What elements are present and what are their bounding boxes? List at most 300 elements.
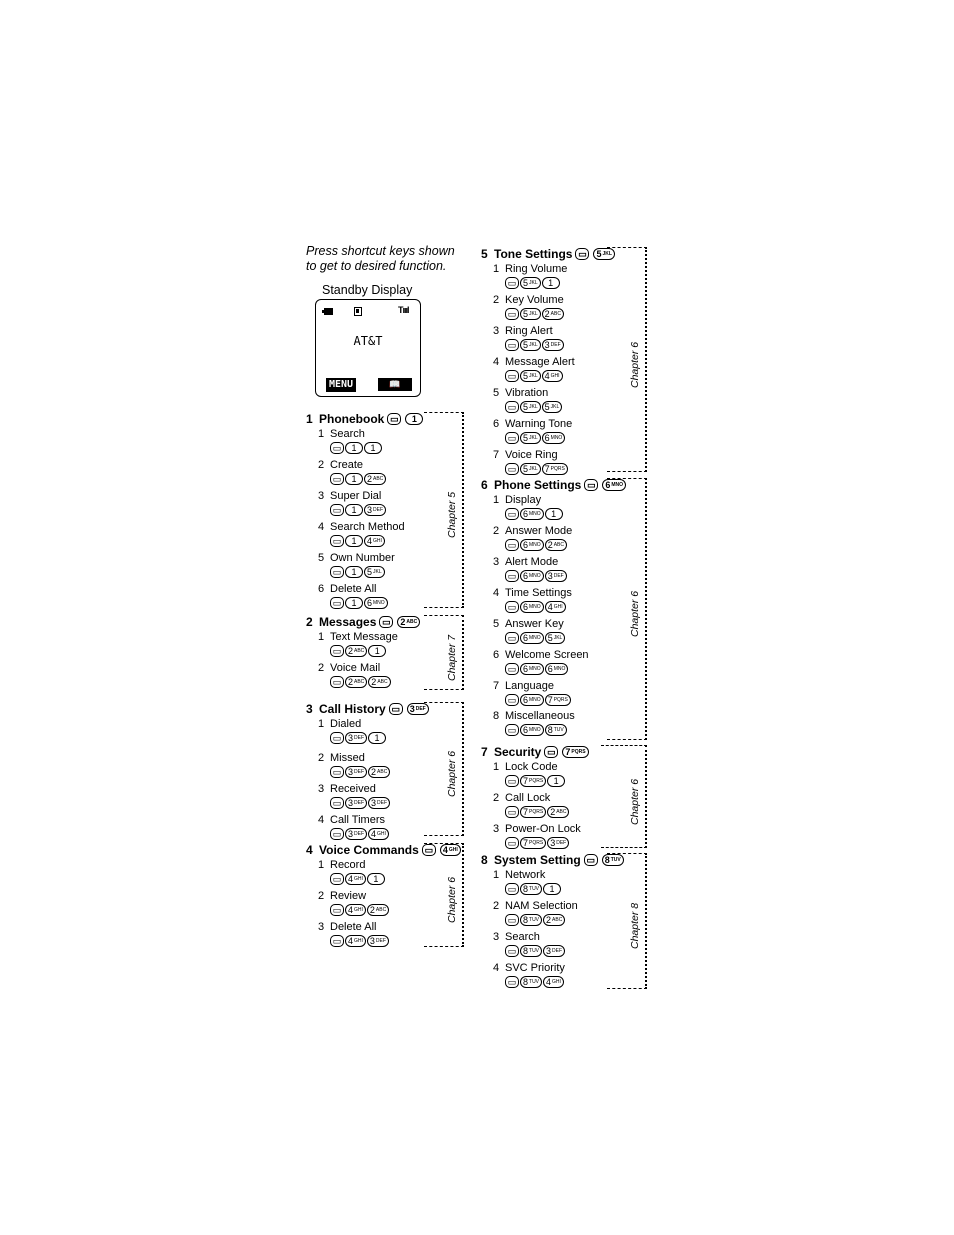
key-5-icon: 5 JKL (520, 339, 541, 351)
item-number: 5 (318, 552, 325, 564)
key-4-icon: 4 GHI (368, 828, 389, 840)
key-1-icon: 1 (543, 883, 561, 895)
key-3-icon: 3 DEF (368, 797, 390, 809)
key-3-icon: 3 DEF (367, 935, 389, 947)
key-sequence (505, 601, 567, 613)
menu-key-icon: ▭ (389, 703, 403, 715)
section-title: System Setting (494, 853, 581, 867)
key-5-icon: 5 JKL (364, 566, 385, 578)
menu-item (318, 521, 405, 533)
menu-key-icon: ▭ (505, 694, 519, 706)
section-number: 6 (481, 478, 488, 492)
intro-text: Press shortcut keys shown to get to desired function. (306, 244, 455, 273)
menu-key-icon: ▭ (330, 676, 344, 688)
menu-key-icon: ▭ (422, 844, 436, 856)
item-number: 2 (493, 525, 500, 537)
key-6-icon: 6 MNO (520, 539, 544, 551)
key-sequence (505, 724, 568, 736)
section-number: 3 (306, 702, 313, 716)
item-number: 2 (493, 900, 500, 912)
item-label: Power-On Lock (505, 823, 581, 835)
item-label: Search (330, 428, 365, 440)
key-1-icon: 1 (542, 277, 560, 289)
key-5-icon: 5 JKL (542, 401, 563, 413)
menu-key-icon: ▭ (505, 601, 519, 613)
menu-key-icon: ▭ (330, 935, 344, 947)
key-1-icon: 1 (345, 597, 363, 609)
key-4-icon: 4 GHI (364, 535, 385, 547)
key-sequence (505, 883, 562, 895)
menu-item (493, 418, 572, 430)
section-border (424, 702, 464, 836)
key-6-icon: 6 MNO (545, 663, 569, 675)
key-sequence (505, 976, 565, 988)
section-title: Messages (319, 615, 377, 629)
menu-softkey: MENU (326, 378, 356, 392)
item-number: 1 (493, 494, 500, 506)
menu-section (306, 412, 464, 608)
key-2-icon: 2 ABC (364, 473, 386, 485)
key-5-icon: 5 JKL (593, 248, 614, 260)
key-1-icon: 1 (345, 504, 363, 516)
section-number: 2 (306, 615, 313, 629)
item-number: 6 (493, 418, 500, 430)
menu-key-icon: ▭ (575, 248, 589, 260)
menu-item (318, 718, 361, 730)
item-label: Search Method (330, 521, 405, 533)
key-sequence (505, 837, 570, 849)
chapter-label: Chapter 5 (446, 491, 458, 538)
section-heading (306, 615, 421, 629)
section-border (424, 615, 464, 690)
key-2-icon: 2 ABC (345, 645, 367, 657)
menu-key-icon: ▭ (330, 797, 344, 809)
item-number: 2 (493, 792, 500, 804)
menu-key-icon: ▭ (505, 663, 519, 675)
key-5-icon: 5 JKL (520, 401, 541, 413)
menu-key-icon: ▭ (505, 806, 519, 818)
signal-icon: Tıııl (398, 305, 409, 315)
item-label: Received (330, 783, 376, 795)
item-label: Own Number (330, 552, 395, 564)
item-label: Key Volume (505, 294, 564, 306)
key-3-icon: 3 DEF (407, 703, 429, 715)
menu-item (318, 814, 385, 826)
carrier-name: AT&T (353, 334, 383, 348)
key-2-icon: 2 ABC (543, 914, 565, 926)
menu-item (493, 649, 589, 661)
menu-item (318, 783, 376, 795)
item-number: 4 (493, 587, 500, 599)
key-8-icon: 8 TUV (520, 976, 542, 988)
key-4-icon: 4 GHI (545, 601, 566, 613)
menu-item (493, 587, 572, 599)
item-number: 4 (318, 814, 325, 826)
section-border (424, 843, 464, 947)
key-3-icon: 3 DEF (345, 797, 367, 809)
menu-item (318, 752, 365, 764)
section-number: 4 (306, 843, 313, 857)
chapter-label: Chapter 8 (629, 902, 641, 949)
key-1-icon: 1 (368, 732, 386, 744)
menu-item (493, 900, 578, 912)
key-1-icon: 1 (345, 442, 363, 454)
menu-key-icon: ▭ (505, 570, 519, 582)
section-heading (306, 702, 430, 716)
menu-item (318, 890, 366, 902)
section-title: Phonebook (319, 412, 385, 426)
key-4-icon: 4 GHI (542, 370, 563, 382)
menu-key-icon: ▭ (505, 914, 519, 926)
menu-key-icon: ▭ (505, 277, 519, 289)
key-6-icon: 6 MNO (520, 663, 544, 675)
menu-key-icon: ▭ (330, 535, 344, 547)
item-label: Voice Ring (505, 449, 558, 461)
chapter-label: Chapter 6 (446, 750, 458, 797)
item-number: 8 (493, 710, 500, 722)
menu-key-icon: ▭ (505, 945, 519, 957)
item-label: Message Alert (505, 356, 575, 368)
key-1-icon: 1 (345, 535, 363, 547)
key-sequence (505, 463, 569, 475)
key-2-icon: 2 ABC (397, 616, 420, 628)
key-6-icon: 6 MNO (364, 597, 388, 609)
item-label: Time Settings (505, 587, 572, 599)
key-3-icon: 3 DEF (345, 828, 367, 840)
menu-section (306, 702, 464, 839)
item-label: Super Dial (330, 490, 382, 502)
section-border (607, 247, 647, 472)
menu-item (493, 556, 558, 568)
key-sequence (505, 806, 570, 818)
key-6-icon: 6 MNO (520, 724, 544, 736)
item-number: 2 (318, 662, 325, 674)
menu-key-icon: ▭ (330, 473, 344, 485)
item-number: 1 (318, 859, 325, 871)
key-3-icon: 3 DEF (345, 766, 367, 778)
key-4-icon: 4 GHI (345, 904, 366, 916)
item-label: Welcome Screen (505, 649, 589, 661)
key-3-icon: 3 DEF (345, 732, 367, 744)
item-label: SVC Priority (505, 962, 565, 974)
section-title: Tone Settings (494, 247, 573, 261)
item-number: 1 (318, 718, 325, 730)
menu-item (318, 459, 363, 471)
key-8-icon: 8 TUV (520, 914, 542, 926)
key-sequence (330, 904, 390, 916)
key-sequence (505, 914, 566, 926)
section-heading (481, 853, 625, 867)
key-7-icon: 7 PQRS (542, 463, 568, 475)
key-sequence (330, 645, 387, 657)
menu-item (493, 294, 564, 306)
section-heading (306, 412, 424, 426)
menu-item (493, 792, 550, 804)
key-5-icon: 5 JKL (520, 277, 541, 289)
item-label: NAM Selection (505, 900, 578, 912)
menu-item (318, 490, 381, 502)
menu-key-icon: ▭ (505, 308, 519, 320)
section-heading (481, 745, 590, 759)
item-number: 3 (318, 490, 325, 502)
section-number: 7 (481, 745, 488, 759)
menu-key-icon: ▭ (330, 828, 344, 840)
key-5-icon: 5 JKL (520, 463, 541, 475)
item-number: 1 (493, 761, 500, 773)
item-label: Missed (330, 752, 365, 764)
item-label: Review (330, 890, 367, 902)
key-sequence (505, 339, 565, 351)
standby-display (315, 299, 421, 397)
item-number: 1 (493, 869, 500, 881)
item-number: 3 (318, 783, 325, 795)
key-2-icon: 2 ABC (545, 539, 567, 551)
menu-section (481, 478, 647, 740)
key-4-icon: 4 GHI (440, 844, 461, 856)
standby-title: Standby Display (322, 283, 413, 297)
menu-key-icon: ▭ (505, 976, 519, 988)
chapter-label: Chapter 7 (446, 634, 458, 681)
item-label: Dialed (330, 718, 362, 730)
item-label: Delete All (330, 583, 377, 595)
menu-key-icon: ▭ (330, 645, 344, 657)
key-2-icon: 2 ABC (367, 904, 389, 916)
item-number: 3 (493, 556, 500, 568)
key-sequence (505, 663, 569, 675)
menu-item (493, 618, 564, 630)
item-number: 1 (493, 263, 500, 275)
item-number: 2 (318, 752, 325, 764)
key-6-icon: 6 MNO (602, 479, 626, 491)
menu-item (318, 921, 376, 933)
menu-key-icon: ▭ (505, 632, 519, 644)
menu-item (493, 263, 567, 275)
menu-key-icon: ▭ (505, 432, 519, 444)
item-label: Miscellaneous (505, 710, 575, 722)
menu-item (493, 962, 565, 974)
menu-item (318, 428, 365, 440)
item-number: 7 (493, 680, 500, 692)
item-label: Create (330, 459, 364, 471)
key-7-icon: 7 PQRS (520, 775, 546, 787)
menu-item (318, 859, 365, 871)
menu-item (318, 662, 380, 674)
key-1-icon: 1 (368, 645, 386, 657)
section-border (424, 412, 464, 608)
key-1-icon: 1 (345, 473, 363, 485)
menu-section (306, 615, 464, 690)
key-5-icon: 5 JKL (520, 370, 541, 382)
item-number: 3 (493, 823, 500, 835)
item-label: Alert Mode (505, 556, 559, 568)
menu-key-icon: ▭ (330, 766, 344, 778)
item-label: Vibration (505, 387, 549, 399)
menu-key-icon: ▭ (505, 463, 519, 475)
menu-item (318, 631, 398, 643)
key-sequence (505, 570, 568, 582)
item-label: Text Message (330, 631, 398, 643)
menu-key-icon: ▭ (330, 442, 344, 454)
item-label: Answer Key (505, 618, 564, 630)
key-sequence (505, 401, 563, 413)
item-number: 5 (493, 387, 500, 399)
key-2-icon: 2 ABC (542, 308, 564, 320)
section-border (607, 853, 647, 989)
key-8-icon: 8 TUV (520, 883, 542, 895)
section-border (607, 478, 647, 740)
item-number: 2 (318, 890, 325, 902)
key-7-icon: 7 PQRS (520, 806, 546, 818)
key-5-icon: 5 JKL (520, 432, 541, 444)
key-sequence (330, 597, 389, 609)
key-sequence (505, 539, 568, 551)
menu-item (318, 583, 376, 595)
menu-key-icon: ▭ (330, 904, 344, 916)
item-number: 4 (493, 356, 500, 368)
key-1-icon: 1 (547, 775, 565, 787)
key-6-icon: 6 MNO (542, 432, 566, 444)
key-sequence (330, 535, 386, 547)
chapter-label: Chapter 6 (446, 876, 458, 923)
item-number: 7 (493, 449, 500, 461)
key-7-icon: 7 PQRS (545, 694, 571, 706)
menu-key-icon: ▭ (330, 566, 344, 578)
key-sequence (505, 775, 566, 787)
section-heading (481, 478, 627, 492)
key-2-icon: 2 ABC (345, 676, 367, 688)
chapter-label: Chapter 6 (629, 590, 641, 637)
key-1-icon: 1 (405, 413, 423, 425)
key-sequence (330, 732, 387, 744)
key-2-icon: 2 ABC (368, 676, 390, 688)
key-6-icon: 6 MNO (520, 570, 544, 582)
item-label: Warning Tone (505, 418, 573, 430)
key-sequence (330, 442, 383, 454)
key-7-icon: 7 PQRS (520, 837, 546, 849)
key-4-icon: 4 GHI (543, 976, 564, 988)
item-label: Call Timers (330, 814, 386, 826)
item-number: 4 (318, 521, 325, 533)
menu-section (481, 853, 647, 989)
section-number: 8 (481, 853, 488, 867)
menu-key-icon: ▭ (505, 401, 519, 413)
menu-key-icon: ▭ (505, 339, 519, 351)
key-6-icon: 6 MNO (520, 601, 544, 613)
item-label: Search (505, 931, 540, 943)
key-sequence (505, 632, 566, 644)
menu-section (306, 843, 464, 947)
key-sequence (330, 766, 391, 778)
item-number: 2 (493, 294, 500, 306)
chapter-label: Chapter 6 (629, 341, 641, 388)
key-sequence (330, 828, 390, 840)
menu-key-icon: ▭ (505, 724, 519, 736)
item-number: 6 (318, 583, 325, 595)
key-7-icon: 7 PQRS (562, 746, 588, 758)
key-sequence (330, 566, 386, 578)
menu-item (493, 931, 540, 943)
menu-item (493, 680, 554, 692)
menu-item (493, 761, 558, 773)
menu-item (493, 869, 545, 881)
item-label: Voice Mail (330, 662, 381, 674)
key-sequence (330, 873, 386, 885)
item-label: Language (505, 680, 554, 692)
key-sequence (505, 277, 561, 289)
key-sequence (330, 504, 387, 516)
menu-key-icon: ▭ (330, 597, 344, 609)
item-number: 2 (318, 459, 325, 471)
menu-key-icon: ▭ (330, 504, 344, 516)
key-2-icon: 2 ABC (547, 806, 569, 818)
menu-item (493, 387, 548, 399)
key-3-icon: 3 DEF (542, 339, 564, 351)
key-4-icon: 4 GHI (345, 935, 366, 947)
key-1-icon: 1 (545, 508, 563, 520)
status-icon (354, 307, 362, 316)
menu-item (493, 356, 575, 368)
menu-item (318, 552, 395, 564)
item-label: Answer Mode (505, 525, 573, 537)
key-6-icon: 6 MNO (520, 694, 544, 706)
key-3-icon: 3 DEF (545, 570, 567, 582)
chapter-label: Chapter 6 (629, 778, 641, 825)
key-8-icon: 8 TUV (545, 724, 567, 736)
key-2-icon: 2 ABC (368, 766, 390, 778)
item-label: Ring Alert (505, 325, 553, 337)
menu-key-icon: ▭ (584, 854, 598, 866)
menu-item (493, 525, 572, 537)
item-number: 3 (318, 921, 325, 933)
section-title: Phone Settings (494, 478, 582, 492)
menu-section (481, 247, 647, 472)
item-label: Call Lock (505, 792, 551, 804)
key-sequence (505, 370, 564, 382)
key-3-icon: 3 DEF (547, 837, 569, 849)
phonebook-softkey: 📖 (378, 378, 412, 391)
key-6-icon: 6 MNO (520, 508, 544, 520)
menu-key-icon: ▭ (330, 732, 344, 744)
menu-key-icon: ▭ (505, 508, 519, 520)
key-sequence (505, 432, 566, 444)
item-label: Network (505, 869, 546, 881)
item-label: Record (330, 859, 366, 871)
item-number: 1 (318, 428, 325, 440)
key-sequence (505, 694, 572, 706)
menu-key-icon: ▭ (505, 837, 519, 849)
key-5-icon: 5 JKL (520, 308, 541, 320)
item-number: 3 (493, 325, 500, 337)
item-number: 6 (493, 649, 500, 661)
item-number: 1 (318, 631, 325, 643)
key-8-icon: 8 TUV (520, 945, 542, 957)
key-4-icon: 4 GHI (345, 873, 366, 885)
key-sequence (505, 508, 564, 520)
menu-item (493, 449, 558, 461)
key-6-icon: 6 MNO (520, 632, 544, 644)
section-title: Security (494, 745, 542, 759)
section-title: Voice Commands (319, 843, 419, 857)
key-3-icon: 3 DEF (364, 504, 386, 516)
menu-key-icon: ▭ (505, 539, 519, 551)
key-8-icon: 8 TUV (602, 854, 624, 866)
key-1-icon: 1 (367, 873, 385, 885)
menu-item (493, 710, 575, 722)
menu-key-icon: ▭ (387, 413, 401, 425)
key-1-icon: 1 (364, 442, 382, 454)
item-label: Delete All (330, 921, 377, 933)
key-sequence (330, 676, 392, 688)
